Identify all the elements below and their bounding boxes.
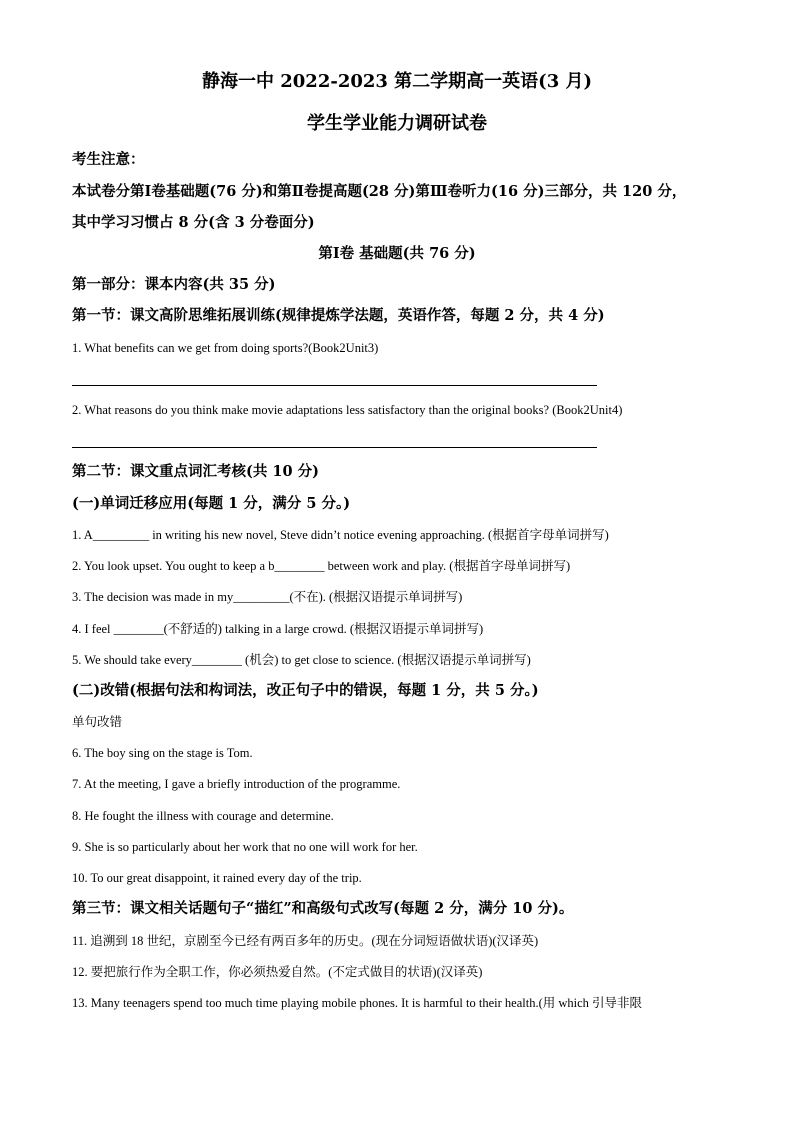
question-4: 2. You look upset. You ought to keep a b________ between work and play. (根据首字母单词拼写) [72, 559, 571, 573]
exam-title: 静海一中 2022-2023 第二学期高一英语(3 月) [201, 71, 593, 92]
question-15: 13. Many teenagers spend too much time playing mobile phones. It is harmful to their health.(用 which 引导非限 [72, 996, 643, 1010]
question-2: 2. What reasons do you think make movie adaptations less satisfactory than the original books? (Book2Unit4) [72, 403, 623, 417]
question-8: 6. The boy sing on the stage is Tom. [72, 746, 253, 760]
volume1-title: 第Ⅰ卷 基础题(共 76 分) [318, 245, 476, 262]
question-5: 3. The decision was made in my_________(不在). (根据汉语提示单词拼写) [72, 590, 463, 604]
question-11: 9. She is so particularly about her work that no one will work for her. [72, 840, 418, 854]
question-9: 7. At the meeting, I gave a briefly introduction of the programme. [72, 777, 401, 791]
part1-title: 第一部分：课本内容(共 35 分) [72, 276, 276, 293]
answer-line-2[interactable] [72, 447, 597, 448]
question-12: 10. To our great disappoint, it rained every day of the trip. [72, 871, 362, 885]
question-14: 12. 要把旅行作为全职工作，你必须热爱自然。(不定式做目的状语)(汉译英) [72, 965, 483, 979]
exam-subtitle: 学生学业能力调研试卷 [307, 113, 487, 134]
notice-line-1: 本试卷分第Ⅰ卷基础题(76 分)和第Ⅱ卷提高题(28 分)第Ⅲ卷听力(16 分)三部分，共 120 分， [72, 183, 687, 200]
section1-title: 第一节：课文高阶思维拓展训练(规律提炼学法题，英语作答，每题 2 分，共 4 分) [72, 307, 605, 324]
section2-sub2-label: 单句改错 [72, 715, 123, 729]
answer-line-1[interactable] [72, 385, 597, 386]
question-1: 1. What benefits can we get from doing sports?(Book2Unit3) [72, 341, 379, 355]
section2-sub2-title: (二)改错(根据句法和构词法，改正句子中的错误，每题 1 分，共 5 分。) [72, 682, 539, 699]
question-6: 4. I feel ________(不舒适的) talking in a large crowd. (根据汉语提示单词拼写) [72, 622, 484, 636]
notice-label: 考生注意： [72, 151, 145, 168]
section2-sub1-title: (一)单词迁移应用(每题 1 分，满分 5 分。) [72, 495, 351, 512]
question-3: 1. A_________ in writing his new novel, Steve didn’t notice evening approaching. (根据首字母单词拼写) [72, 528, 609, 542]
section2-title: 第二节：课文重点词汇考核(共 10 分) [72, 463, 319, 480]
question-13: 11. 追溯到 18 世纪，京剧至今已经有两百多年的历史。(现在分词短语做状语)(汉译英) [72, 934, 539, 948]
question-7: 5. We should take every________ (机会) to get close to science. (根据汉语提示单词拼写) [72, 653, 531, 667]
question-10: 8. He fought the illness with courage and determine. [72, 809, 334, 823]
section3-title: 第三节：课文相关话题句子“描红”和高级句式改写(每题 2 分，满分 10 分)。 [72, 900, 574, 917]
notice-line-2: 其中学习习惯占 8 分(含 3 分卷面分) [72, 214, 315, 231]
